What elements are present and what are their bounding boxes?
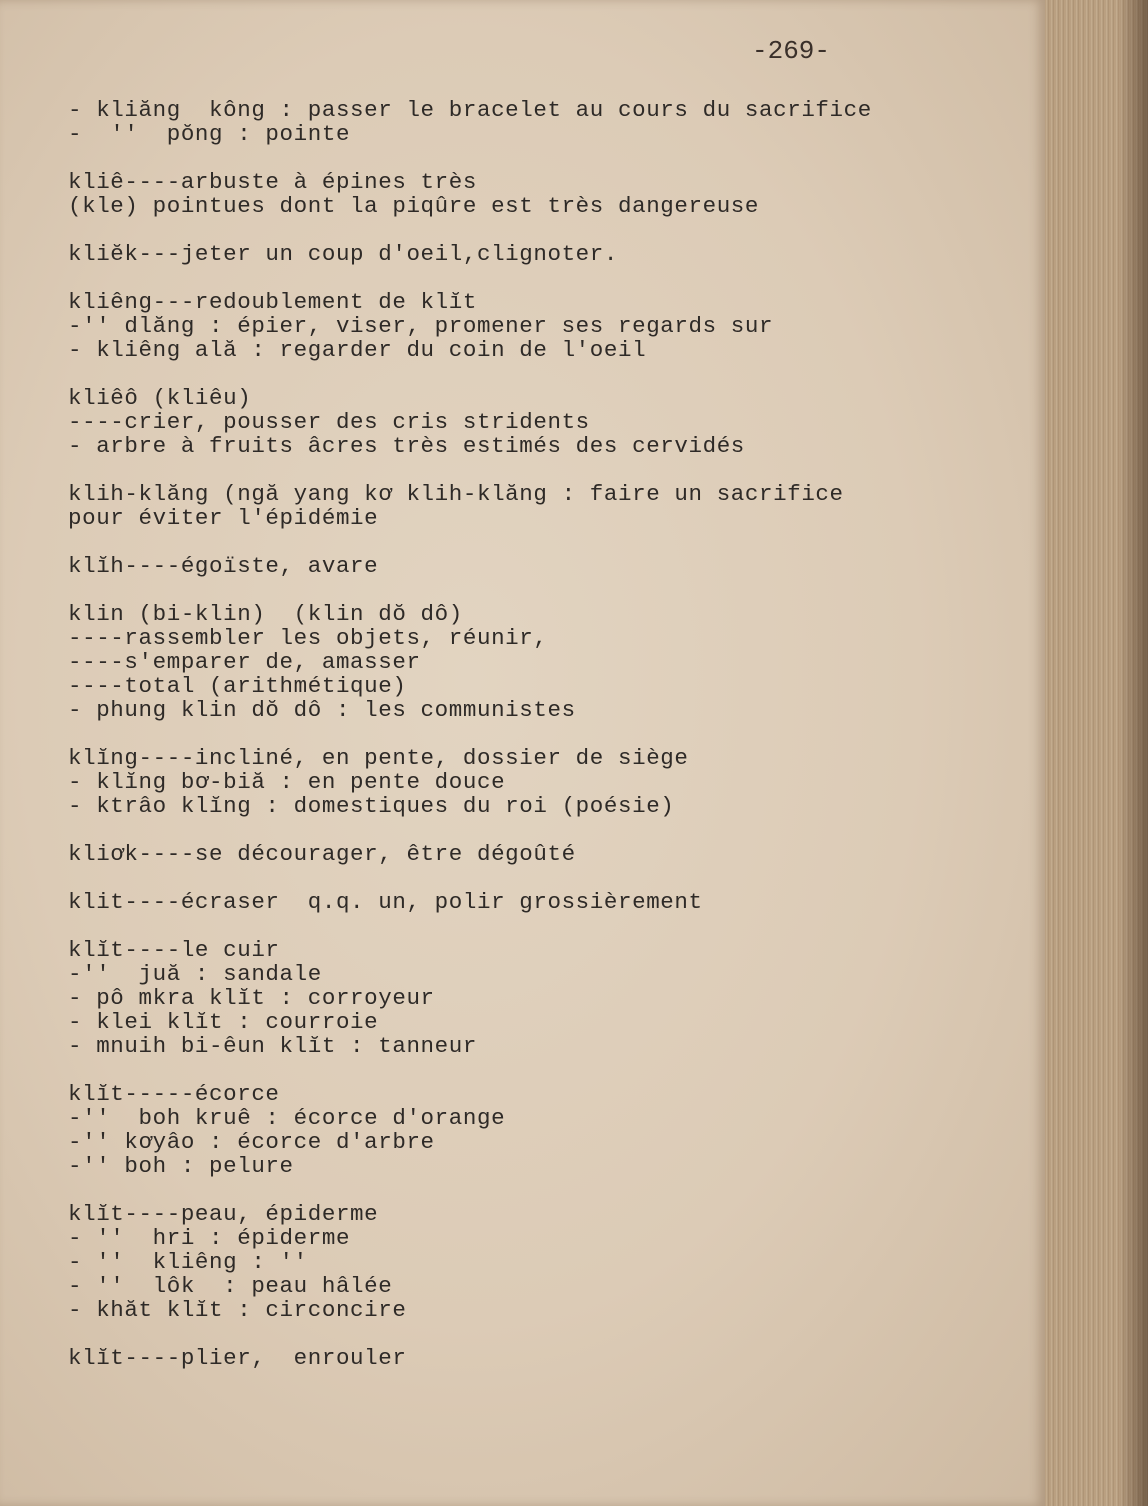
dictionary-entry (68, 386, 1028, 458)
entry-line: - '' kliêng : '' (68, 1249, 308, 1275)
entry-line: pour éviter l'épidémie (68, 505, 379, 531)
dictionary-entry (68, 170, 1028, 218)
dictionary-entry (68, 602, 1028, 722)
dictionary-entry (68, 290, 1028, 362)
dictionary-entry (68, 746, 1028, 818)
dictionary-entry (68, 482, 1028, 530)
dictionary-entry (68, 1346, 1028, 1370)
entry-line: - arbre à fruits âcres très estimés des cervidés (68, 433, 745, 459)
entry-line: kliêô (kliêu) (68, 385, 252, 411)
entry-line: klĭt----le cuir (68, 937, 280, 963)
dictionary-entry (68, 938, 1028, 1058)
dictionary-entry (68, 242, 1028, 266)
dictionary-entries (68, 98, 1028, 1394)
entry-line: - kliăng kông : passer le bracelet au cours du sacrifice (68, 97, 872, 123)
entry-line: (kle) pointues dont la piqûre est très dangereuse (68, 193, 760, 219)
entry-line: klin (bi-klin) (klin dŏ dô) (68, 601, 463, 627)
entry-line: - ktrâo klĭng : domestiques du roi (poésie) (68, 793, 675, 819)
entry-line: - '' pŏng : pointe (68, 121, 351, 147)
entry-line: ----rassembler les objets, réunir, (68, 625, 548, 651)
entry-line: klĭt-----écorce (68, 1081, 280, 1107)
entry-line: kliêng---redoublement de klĭt (68, 289, 477, 315)
entry-line: -'' kơyâo : écorce d'arbre (68, 1129, 435, 1155)
entry-line: - khăt klĭt : circoncire (68, 1297, 407, 1323)
entry-line: kliĕk---jeter un coup d'oeil,clignoter. (68, 241, 618, 267)
entry-line: -'' boh kruê : écorce d'orange (68, 1105, 506, 1131)
entry-line: klit----écraser q.q. un, polir grossièrement (68, 889, 703, 915)
entry-line: - klei klĭt : courroie (68, 1009, 379, 1035)
entry-line: ----total (arithmétique) (68, 673, 407, 699)
entry-line: - phung klin dŏ dô : les communistes (68, 697, 576, 723)
entry-line: - '' hri : épiderme (68, 1225, 351, 1251)
entry-line: klĭt----plier, enrouler (68, 1345, 407, 1371)
entry-line: - '' lôk : peau hâlée (68, 1273, 393, 1299)
dictionary-entry (68, 890, 1028, 914)
entry-line: klĭng----incliné, en pente, dossier de siège (68, 745, 689, 771)
entry-line: klĭt----peau, épiderme (68, 1201, 379, 1227)
entry-line: klĭh----égoïste, avare (68, 553, 379, 579)
entry-line: - kliêng ală : regarder du coin de l'oeil (68, 337, 647, 363)
entry-line: -'' boh : pelure (68, 1153, 294, 1179)
entry-line: kliê----arbuste à épines très (68, 169, 477, 195)
entry-line: - mnuih bi-êun klĭt : tanneur (68, 1033, 477, 1059)
entry-line: -'' dlăng : épier, viser, promener ses regards sur (68, 313, 774, 339)
entry-line: ----crier, pousser des cris stridents (68, 409, 590, 435)
dictionary-entry (68, 554, 1028, 578)
page-number: -269- (752, 36, 831, 66)
entry-line: kliơk----se décourager, être dégoûté (68, 841, 576, 867)
book-page-edges (1045, 0, 1148, 1506)
dictionary-entry (68, 1202, 1028, 1322)
entry-line: ----s'emparer de, amasser (68, 649, 421, 675)
dictionary-entry (68, 842, 1028, 866)
entry-line: - klĭng bơ-biă : en pente douce (68, 769, 506, 795)
entry-line: -'' juă : sandale (68, 961, 322, 987)
dictionary-entry (68, 1082, 1028, 1178)
entry-line: klih-klăng (ngă yang kơ klih-klăng : faire un sacrifice (68, 481, 844, 507)
entry-line: - pô mkra klĭt : corroyeur (68, 985, 435, 1011)
dictionary-entry (68, 98, 1028, 146)
